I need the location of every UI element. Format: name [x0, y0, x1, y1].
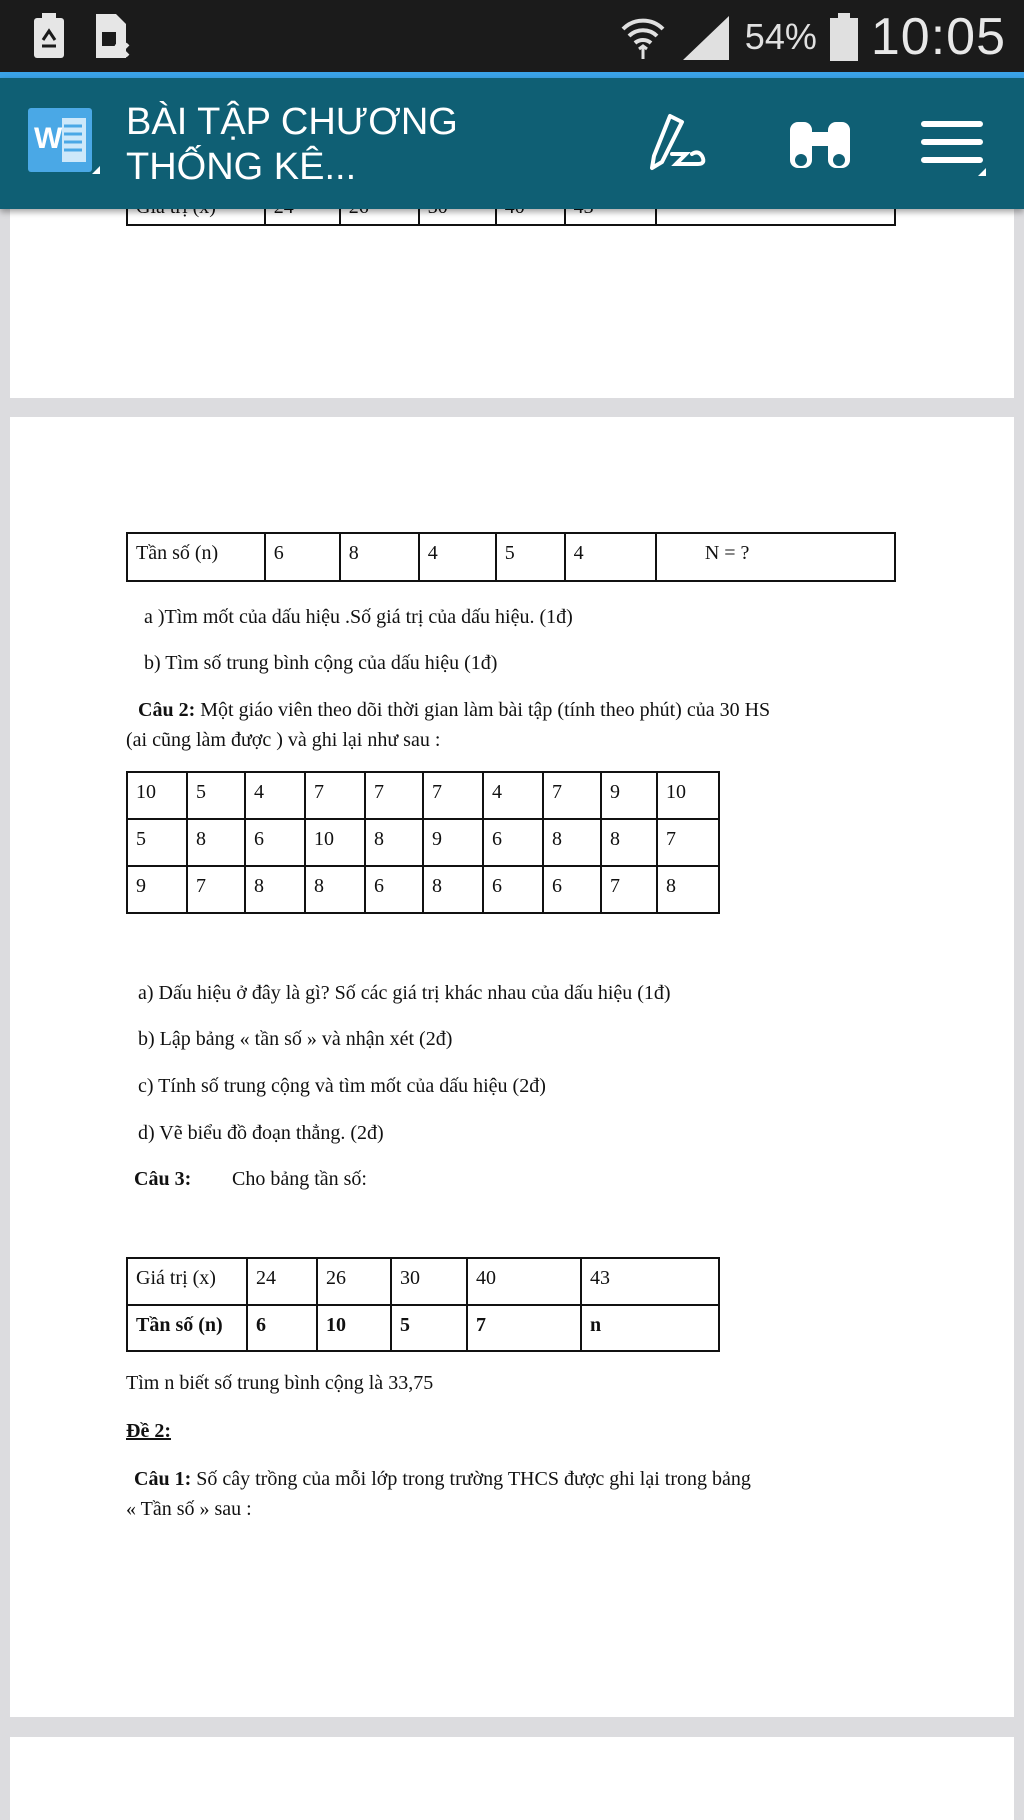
table-cell: 7	[601, 866, 657, 913]
cau2-paragraph	[138, 698, 770, 722]
de2-cau1-label: Câu 1:	[134, 1468, 192, 1490]
binoculars-find-icon[interactable]	[782, 108, 858, 184]
table-cell: 10	[127, 772, 187, 819]
table-cell: 8	[543, 819, 601, 866]
table-cell: 7	[187, 866, 245, 913]
table-cell: 10	[305, 819, 365, 866]
signal-icon	[679, 12, 733, 62]
table-cell: 7	[305, 772, 365, 819]
table-row	[127, 866, 719, 913]
table-row	[127, 772, 719, 819]
table-cell: 6	[245, 819, 305, 866]
cau2-label: Câu 2:	[138, 699, 196, 721]
de2-cau1-line2: « Tần số » sau :	[126, 1498, 252, 1520]
cau2-text-line2: (ai cũng làm được ) và ghi lại như sau :	[126, 729, 441, 751]
table-cell: N = ?	[656, 533, 895, 581]
table-cell: 7	[423, 772, 483, 819]
table-cell: 5	[391, 1305, 467, 1351]
table-row	[127, 1258, 719, 1305]
table-cell: 24	[247, 1258, 317, 1305]
frequency-table	[126, 1257, 720, 1352]
table-row	[127, 1305, 719, 1351]
wifi-icon	[619, 13, 667, 61]
table-cell: 40	[467, 1258, 581, 1305]
svg-text:W: W	[34, 122, 63, 155]
table-cell: 7	[365, 772, 423, 819]
question-1a: a )Tìm mốt của dấu hiệu .Số giá trị của dấu hiệu. (1đ)	[144, 606, 573, 628]
table-cell: 4	[565, 533, 656, 581]
table-cell: 4	[419, 533, 496, 581]
table-cell: 5	[496, 533, 565, 581]
table-cell: 43	[581, 1258, 719, 1305]
question-2b: b) Lập bảng « tần số » và nhận xét (2đ)	[138, 1028, 453, 1050]
battery-icon	[829, 12, 859, 62]
document-page	[10, 1737, 1014, 1820]
question-2c: c) Tính số trung cộng và tìm mốt của dấu hiệu (2đ)	[138, 1075, 546, 1097]
question-2d: d) Vẽ biểu đồ đoạn thẳng. (2đ)	[138, 1122, 384, 1144]
cau2-text: Một giáo viên theo dõi thời gian làm bài tập (tính theo phút) của 30 HS	[195, 699, 771, 721]
table-cell: 6	[483, 866, 543, 913]
table-cell: 9	[601, 772, 657, 819]
table-cell: 8	[305, 866, 365, 913]
sim-error-icon	[92, 10, 132, 62]
table-cell: 9	[423, 819, 483, 866]
app-bar	[0, 78, 1024, 209]
question-2a: a) Dấu hiệu ở đây là gì? Số các giá trị khác nhau của dấu hiệu (1đ)	[138, 982, 671, 1004]
word-logo-icon[interactable]	[28, 108, 104, 184]
table-cell: Tần số (n)	[127, 1305, 247, 1351]
time-data-table	[126, 771, 720, 914]
cau3-label: Câu 3:	[134, 1168, 192, 1190]
table-cell: 9	[127, 866, 187, 913]
table-cell: 6	[483, 819, 543, 866]
table-cell: 7	[467, 1305, 581, 1351]
table-cell: 6	[265, 533, 340, 581]
table-cell: 8	[601, 819, 657, 866]
edit-pen-icon[interactable]	[642, 108, 718, 184]
table-cell: 8	[423, 866, 483, 913]
cau3-text: Cho bảng tần số:	[232, 1168, 367, 1190]
table-cell: 8	[187, 819, 245, 866]
table-cell: 4	[245, 772, 305, 819]
document-page	[10, 417, 1014, 1717]
table-cell: 8	[657, 866, 719, 913]
de2-heading: Đề 2:	[126, 1420, 171, 1442]
table-cell: 6	[365, 866, 423, 913]
frequency-row-table	[126, 532, 896, 582]
menu-icon[interactable]	[916, 108, 992, 184]
table-cell: 4	[483, 772, 543, 819]
clock: 10:05	[870, 8, 1006, 66]
table-cell: Tần số (n)	[127, 533, 265, 581]
table-cell: 30	[391, 1258, 467, 1305]
title-line-2: THỐNG KÊ...	[126, 146, 357, 188]
question-1b: b) Tìm số trung bình cộng của dấu hiệu (1đ)	[144, 652, 498, 674]
table-cell: Giá trị (x)	[127, 1258, 247, 1305]
table-cell: n	[581, 1305, 719, 1351]
table-cell: 5	[127, 819, 187, 866]
table-cell: 7	[543, 772, 601, 819]
table-cell: 7	[657, 819, 719, 866]
table-row	[127, 533, 895, 581]
title-line-1: BÀI TẬP CHƯƠNG	[126, 101, 458, 143]
table-cell: 6	[247, 1305, 317, 1351]
table-cell: 8	[245, 866, 305, 913]
de2-cau1-text: Số cây trồng của mỗi lớp trong trường THCS được ghi lại trong bảng	[191, 1468, 751, 1490]
table-cell: 8	[365, 819, 423, 866]
recycle-battery-icon	[30, 10, 70, 62]
table-cell: 10	[657, 772, 719, 819]
table-cell: 6	[543, 866, 601, 913]
status-bar	[0, 0, 1024, 74]
table-cell: 5	[187, 772, 245, 819]
document-title[interactable]	[126, 100, 606, 190]
find-n-text: Tìm n biết số trung bình cộng là 33,75	[126, 1372, 434, 1394]
de2-cau1-paragraph	[134, 1467, 751, 1491]
table-cell: 8	[340, 533, 419, 581]
table-cell: 10	[317, 1305, 391, 1351]
battery-percent: 54%	[744, 16, 817, 57]
table-cell: 26	[317, 1258, 391, 1305]
table-row	[127, 819, 719, 866]
